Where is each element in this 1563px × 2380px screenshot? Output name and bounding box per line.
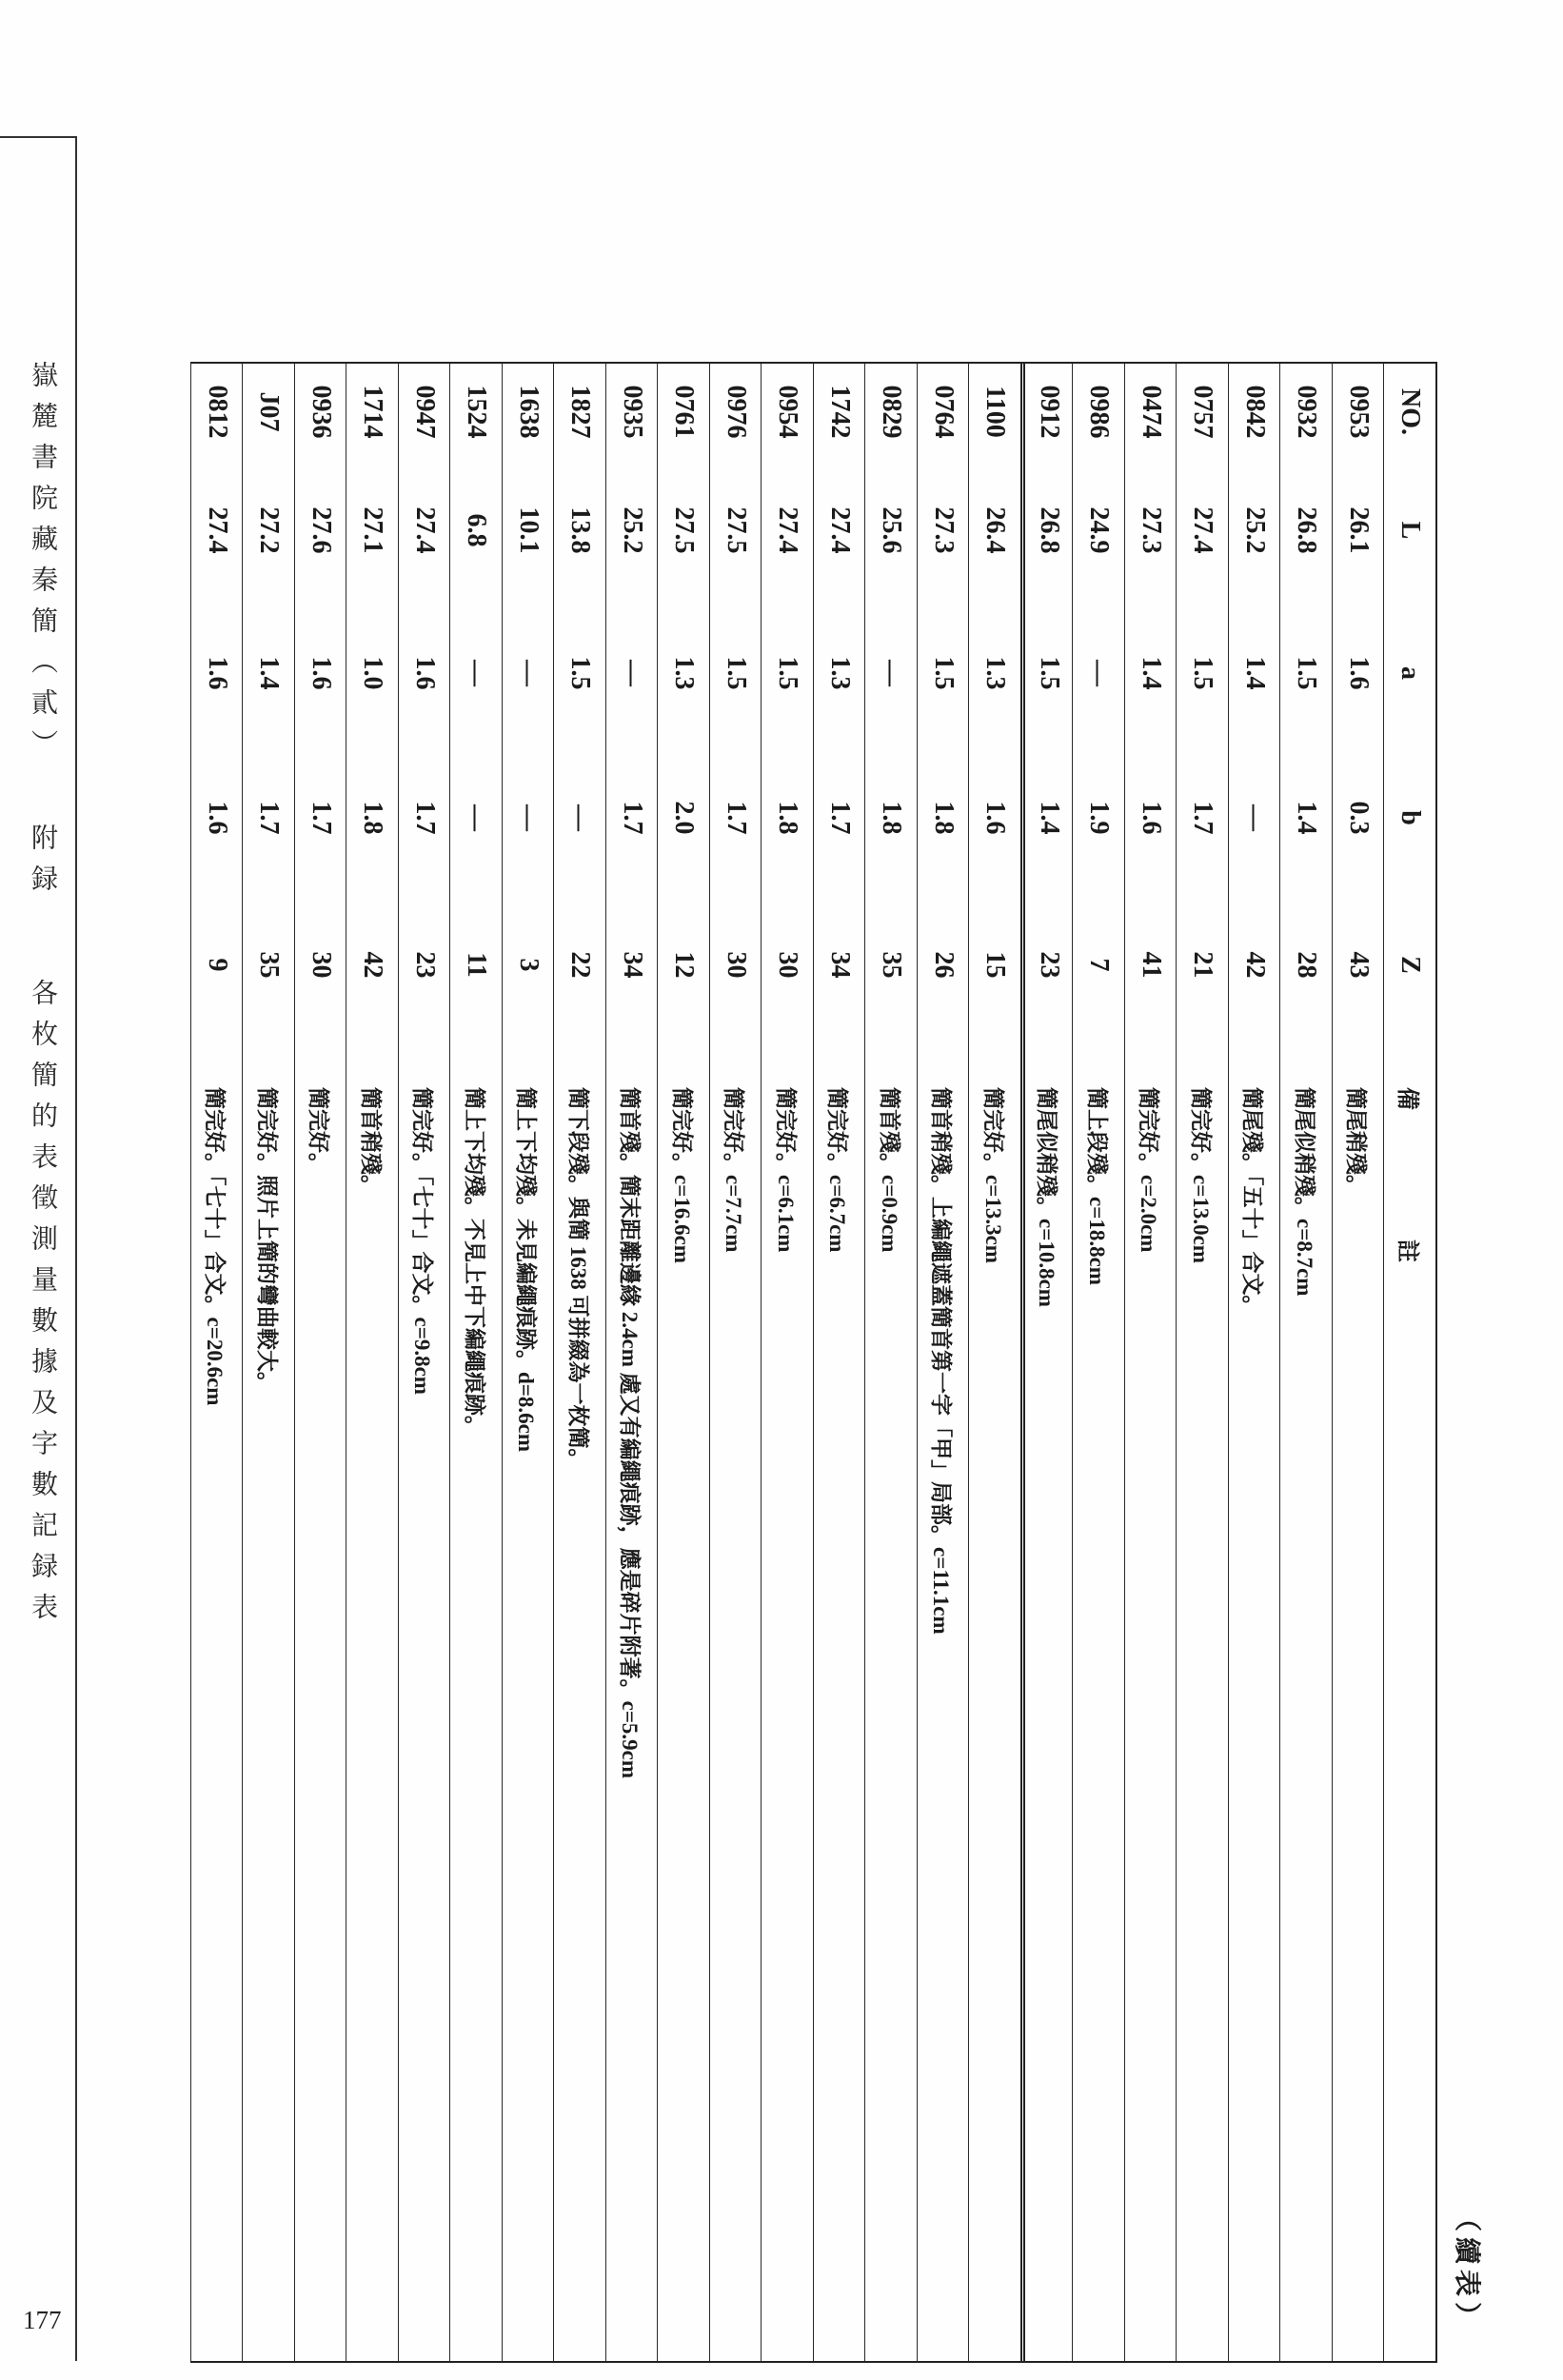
cell-z: 30: [721, 951, 751, 979]
cell-b: 1.6: [202, 801, 232, 835]
cell-b: 1.4: [1034, 801, 1064, 835]
margin-rule-left: [75, 137, 77, 2361]
cell-b: 1.6: [980, 801, 1011, 835]
cell-b: 1.7: [1188, 801, 1218, 835]
table-row: [346, 364, 399, 2361]
cell-note: 簡完好。照片上簡的彎曲較大。: [254, 1087, 279, 1394]
rotated-table-block: [190, 362, 1514, 2363]
cell-b: 2.0: [669, 801, 700, 835]
cell-a: 1.5: [565, 656, 596, 690]
cell-no: 0842: [1239, 385, 1270, 439]
cell-note: 簡完好。c=13.0cm: [1188, 1087, 1213, 1263]
cell-length: 10.1: [513, 506, 544, 554]
cell-note: 簡完好。c=13.3cm: [980, 1087, 1005, 1263]
cell-length: 25.2: [1239, 506, 1270, 554]
cell-no: 0936: [306, 385, 336, 439]
cell-length: 27.2: [254, 506, 285, 554]
cell-a: —: [462, 660, 492, 686]
table-row: [762, 364, 814, 2361]
cell-note: 簡首殘。簡末距離邊緣 2.4cm 處又有編繩痕跡，應是碎片附著。c=5.9cm: [618, 1087, 643, 1779]
page-number: 177: [23, 2306, 62, 2334]
cell-a: 1.5: [1034, 656, 1064, 690]
cell-no: 1100: [980, 386, 1011, 438]
cell-b: 1.7: [254, 801, 285, 835]
cell-a: 1.5: [1188, 656, 1218, 690]
cell-a: 1.0: [358, 656, 388, 690]
cell-b: 1.8: [877, 801, 907, 835]
header-a: a: [1395, 666, 1426, 680]
cell-no: 0757: [1188, 385, 1218, 439]
cell-a: 1.5: [773, 656, 803, 690]
cell-a: —: [513, 660, 544, 686]
cell-z: 23: [409, 951, 440, 979]
table-row: [1332, 364, 1384, 2361]
running-head-section: 附録: [28, 823, 59, 905]
cell-note: 簡完好。c=16.6cm: [669, 1087, 694, 1263]
cell-z: 35: [877, 951, 907, 979]
cell-z: 15: [980, 951, 1011, 979]
cell-note: 簡上段殘。c=18.8cm: [1084, 1087, 1109, 1285]
table-row: [1177, 364, 1229, 2361]
table-row: [243, 364, 295, 2361]
cell-note: 簡完好。c=6.1cm: [773, 1087, 798, 1253]
cell-z: 30: [773, 951, 803, 979]
header-length: L: [1395, 521, 1426, 540]
cell-no: J07: [254, 391, 285, 432]
cell-b: 1.4: [1292, 801, 1322, 835]
cell-b: 1.7: [824, 801, 855, 835]
cell-a: 1.6: [1343, 656, 1374, 690]
cell-length: 6.8: [462, 513, 492, 547]
cell-z: 23: [1034, 951, 1064, 979]
cell-length: 27.3: [1136, 506, 1166, 554]
cell-length: 27.3: [928, 506, 959, 554]
table-row: [865, 364, 918, 2361]
cell-z: 43: [1343, 951, 1374, 979]
cell-b: 1.7: [617, 801, 647, 835]
cell-length: 26.4: [980, 506, 1011, 554]
cell-z: 42: [358, 951, 388, 979]
table-row: [813, 364, 865, 2361]
cell-no: 0954: [773, 385, 803, 439]
cell-z: 26: [928, 951, 959, 979]
cell-length: 27.5: [669, 506, 700, 554]
caption-area: [1437, 362, 1514, 2363]
table-row: [1228, 364, 1280, 2361]
cell-b: 1.8: [928, 801, 959, 835]
cell-note: 簡首殘。c=0.9cm: [877, 1087, 901, 1253]
table-row: [1280, 364, 1333, 2361]
cell-no: 0474: [1136, 385, 1166, 439]
cell-z: 28: [1292, 951, 1322, 979]
table-body: [190, 364, 1384, 2361]
cell-note: 簡尾似稍殘。c=8.7cm: [1292, 1087, 1316, 1297]
cell-a: 1.4: [1239, 656, 1270, 690]
cell-z: 12: [669, 951, 700, 979]
cell-b: —: [565, 804, 596, 831]
cell-note: 簡尾殘。「五十」合文。: [1240, 1087, 1265, 1318]
cell-length: 26.8: [1292, 506, 1322, 554]
cell-z: 21: [1188, 951, 1218, 979]
cell-b: —: [1239, 804, 1270, 831]
cell-a: 1.5: [721, 656, 751, 690]
cell-length: 27.6: [306, 506, 336, 554]
table-row: [450, 364, 503, 2361]
cell-length: 26.8: [1034, 506, 1064, 554]
cell-a: 1.5: [928, 656, 959, 690]
cell-length: 27.5: [721, 506, 751, 554]
running-head-book-title: 嶽麓書院藏秦簡（貳）: [28, 361, 59, 770]
cell-length: 27.4: [824, 506, 855, 554]
cell-z: 35: [254, 951, 285, 979]
continued-label: （續表）: [1452, 2204, 1481, 2334]
cell-b: 1.7: [409, 801, 440, 835]
cell-a: 1.6: [306, 656, 336, 690]
header-no: NO.: [1395, 388, 1426, 435]
cell-a: 1.6: [409, 656, 440, 690]
cell-no: 0947: [409, 385, 440, 439]
cell-note: 簡尾似稍殘。c=10.8cm: [1035, 1087, 1059, 1307]
cell-note: 簡尾稍殘。: [1344, 1087, 1369, 1197]
cell-length: 27.4: [773, 506, 803, 554]
measurement-table: [190, 362, 1437, 2363]
table-row: [969, 364, 1021, 2361]
cell-b: 1.8: [358, 801, 388, 835]
cell-b: 1.8: [773, 801, 803, 835]
cell-length: 27.4: [202, 506, 232, 554]
cell-no: 0912: [1034, 385, 1064, 439]
table-row: [1020, 364, 1073, 2361]
table-row: [1073, 364, 1125, 2361]
cell-no: 0812: [202, 385, 232, 439]
cell-a: 1.6: [202, 656, 232, 690]
cell-no: 1827: [565, 385, 596, 439]
cell-z: 11: [462, 952, 492, 978]
cell-z: 34: [824, 951, 855, 979]
margin-rule-top: [0, 136, 77, 138]
cell-a: 1.3: [824, 656, 855, 690]
cell-note: 簡完好。c=7.7cm: [722, 1087, 746, 1253]
cell-no: 0829: [877, 385, 907, 439]
table-header-row: [1384, 364, 1436, 2361]
cell-length: 24.9: [1084, 506, 1115, 554]
cell-note: 簡下段殘。與簡 1638 可拼綴為一枚簡。: [565, 1087, 590, 1471]
cell-no: 0932: [1292, 385, 1322, 439]
table-row: [502, 364, 554, 2361]
cell-z: 34: [617, 951, 647, 979]
cell-no: 0976: [721, 385, 751, 439]
cell-no: 0953: [1343, 385, 1374, 439]
cell-note: 簡上下均殘。不見上中下編繩痕跡。: [462, 1087, 486, 1438]
running-head-table-title: 各枚簡的表徵測量數據及字數記録表: [28, 979, 59, 1634]
cell-no: 0986: [1084, 385, 1115, 439]
cell-length: 13.8: [565, 506, 596, 554]
table-row: [1124, 364, 1177, 2361]
cell-z: 42: [1239, 951, 1270, 979]
cell-z: 41: [1136, 951, 1166, 979]
cell-z: 22: [565, 951, 596, 979]
cell-note: 簡完好。c=2.0cm: [1137, 1087, 1161, 1253]
cell-a: 1.4: [1136, 656, 1166, 690]
cell-no: 1638: [513, 385, 544, 439]
cell-note: 簡完好。: [307, 1087, 331, 1175]
table-row: [709, 364, 762, 2361]
cell-note: 簡完好。「七十」合文。c=20.6cm: [203, 1087, 228, 1406]
cell-length: 25.6: [877, 506, 907, 554]
table-row: [658, 364, 710, 2361]
cell-b: —: [462, 804, 492, 831]
header-z: Z: [1395, 956, 1426, 974]
cell-b: 1.7: [306, 801, 336, 835]
cell-note: 簡上下均殘。未見編繩痕跡。d=8.6cm: [514, 1087, 539, 1453]
cell-b: 1.7: [721, 801, 751, 835]
cell-note: 簡完好。「七十」合文。c=9.8cm: [410, 1087, 435, 1395]
cell-a: 1.3: [980, 656, 1011, 690]
cell-no: 1742: [824, 385, 855, 439]
table-row: [554, 364, 606, 2361]
cell-note: 簡首稍殘。: [358, 1087, 383, 1197]
table-row: [398, 364, 450, 2361]
table-row: [605, 364, 658, 2361]
cell-a: —: [877, 660, 907, 686]
cell-no: 0764: [928, 385, 959, 439]
cell-b: 1.9: [1084, 801, 1115, 835]
cell-b: 0.3: [1343, 801, 1374, 835]
table-row: [190, 364, 243, 2361]
cell-b: —: [513, 804, 544, 831]
cell-a: 1.5: [1292, 656, 1322, 690]
cell-a: —: [617, 660, 647, 686]
cell-z: 7: [1084, 958, 1115, 972]
cell-note: 簡首稍殘。上編繩遮蓋簡首第一字「甲」局部。c=11.1cm: [929, 1087, 954, 1635]
cell-no: 1524: [462, 385, 492, 439]
cell-no: 0935: [617, 385, 647, 439]
cell-length: 27.1: [358, 506, 388, 554]
header-note: 備註: [1394, 1087, 1419, 1392]
cell-length: 27.4: [1188, 506, 1218, 554]
cell-length: 27.4: [409, 506, 440, 554]
cell-a: 1.3: [669, 656, 700, 690]
cell-z: 30: [306, 951, 336, 979]
cell-z: 9: [202, 958, 232, 972]
cell-a: —: [1084, 660, 1115, 686]
header-b: b: [1395, 810, 1426, 825]
table-row: [294, 364, 346, 2361]
cell-length: 26.1: [1343, 506, 1374, 554]
cell-no: 1714: [358, 385, 388, 439]
cell-note: 簡完好。c=6.7cm: [825, 1087, 850, 1253]
cell-a: 1.4: [254, 656, 285, 690]
cell-z: 3: [513, 958, 544, 972]
cell-length: 25.2: [617, 506, 647, 554]
table-row: [917, 364, 969, 2361]
cell-no: 0761: [669, 385, 700, 439]
cell-b: 1.6: [1136, 801, 1166, 835]
